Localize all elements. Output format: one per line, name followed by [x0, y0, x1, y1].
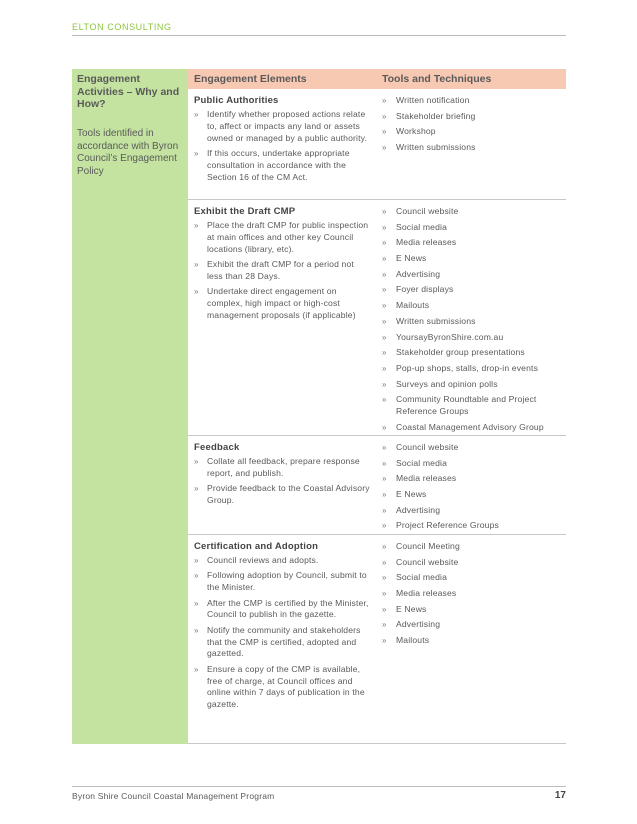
bullet-icon: »: [194, 110, 199, 119]
list-item-text: Council website: [396, 556, 459, 567]
bullet-icon: »: [382, 474, 387, 484]
bullet-icon: »: [194, 571, 199, 581]
list-item: [382, 126, 562, 138]
list-item-text: Ensure a copy of the CMP is available, free of charge, at Council offices and online within 7 days of publication in the gazette.: [207, 663, 365, 710]
bullet-icon: »: [382, 348, 387, 358]
row-title: Certification and Adoption: [194, 541, 319, 552]
list-item: [382, 222, 562, 234]
elements-cell: [194, 442, 370, 510]
bullet-icon: »: [382, 505, 387, 515]
list-item: [382, 473, 562, 485]
list-item-text: Council website: [396, 206, 459, 216]
list-item: [382, 442, 562, 454]
list-item: [382, 206, 562, 218]
bullet-icon: »: [194, 457, 199, 466]
bullet-icon: »: [194, 664, 199, 674]
bullet-icon: »: [382, 557, 387, 567]
list-item: [382, 619, 562, 631]
activities-heading: Engagement Activities – Why and How?: [77, 73, 180, 110]
list-item: [382, 379, 562, 391]
list-item: [194, 148, 370, 183]
list-item-text: Pop-up shops, stalls, drop-in events: [396, 362, 539, 373]
list-item: [194, 483, 370, 507]
bullet-icon: »: [382, 458, 387, 468]
list-item: [382, 572, 562, 584]
list-item-text: Council website: [396, 442, 459, 452]
bullet-icon: »: [382, 222, 387, 232]
company-brand: ELTON CONSULTING: [72, 22, 172, 32]
row-title: Public Authorities: [194, 95, 279, 106]
list-item: [382, 332, 562, 344]
bullet-icon: »: [382, 422, 387, 432]
list-item: [382, 347, 562, 359]
bullet-icon: »: [194, 625, 199, 635]
list-item-text: Written submissions: [396, 315, 476, 326]
list-item: [382, 588, 562, 600]
bullet-icon: »: [382, 316, 387, 326]
bullet-icon: »: [382, 521, 387, 531]
bullet-icon: »: [382, 604, 387, 614]
row-title: Exhibit the Draft CMP: [194, 206, 296, 217]
list-item-text: Media releases: [396, 237, 457, 248]
bullet-icon: »: [382, 127, 387, 137]
bullet-icon: »: [382, 620, 387, 630]
list-item: [194, 555, 370, 567]
list-item-text: Written notification: [396, 95, 470, 105]
list-item-text: Workshop: [396, 126, 436, 137]
list-item: [382, 394, 562, 418]
elements-list: [194, 555, 370, 711]
list-item-text: Community Roundtable and Project Reference Groups: [396, 394, 537, 417]
bullet-icon: »: [194, 287, 199, 297]
elements-list: [194, 456, 370, 507]
list-item: [194, 220, 370, 255]
bullet-icon: »: [382, 301, 387, 311]
list-item: [382, 284, 562, 296]
tools-cell: [382, 442, 562, 536]
bullet-icon: »: [382, 269, 387, 279]
table-row-exhibit-draft: [188, 200, 566, 436]
list-item-text: YoursayByronShire.com.au: [396, 331, 504, 342]
list-item: [382, 541, 562, 553]
list-item: [194, 598, 370, 622]
page-number: 17: [554, 790, 566, 801]
list-item: [382, 363, 562, 375]
list-item-text: After the CMP is certified by the Minister, Council to publish in the gazette.: [207, 597, 369, 620]
list-item: [382, 458, 562, 470]
list-item-text: Social media: [396, 221, 447, 232]
list-item-text: Social media: [396, 572, 447, 583]
list-item-text: Mailouts: [396, 635, 430, 646]
list-item: [382, 95, 562, 107]
list-item-text: Media releases: [396, 473, 457, 484]
bullet-icon: »: [382, 111, 387, 121]
bullet-icon: »: [382, 207, 387, 216]
table-header-row: [188, 69, 566, 89]
list-item: [382, 635, 562, 647]
activities-column: [72, 69, 188, 744]
list-item: [382, 520, 562, 532]
list-item: [382, 300, 562, 312]
tools-cell: [382, 541, 562, 651]
list-item-text: E News: [396, 603, 427, 614]
list-item-text: Written submissions: [396, 142, 476, 153]
tools-list: [382, 541, 562, 647]
bullet-icon: »: [382, 96, 387, 105]
table-row-public-authorities: [188, 89, 566, 200]
list-item-text: Stakeholder briefing: [396, 110, 476, 121]
bullet-icon: »: [382, 363, 387, 373]
list-item-text: Council reviews and adopts.: [207, 555, 319, 565]
tools-cell: [382, 206, 562, 437]
list-item: [382, 111, 562, 123]
bullet-icon: »: [382, 332, 387, 342]
list-item-text: Identify whether proposed actions relate to, affect or impacts any land or assets owned or managed by a public authority.: [207, 109, 367, 143]
list-item: [194, 286, 370, 321]
list-item: [382, 422, 562, 434]
list-item-text: Advertising: [396, 504, 441, 515]
list-item-text: Surveys and opinion polls: [396, 378, 498, 389]
list-item: [194, 664, 370, 711]
list-item-text: Place the draft CMP for public inspection at main offices and other key Council locations (library, etc).: [207, 220, 369, 254]
list-item-text: Following adoption by Council, submit to the Minister.: [207, 570, 367, 593]
list-item-text: If this occurs, undertake appropriate consultation in accordance with the Section 16 of the CM Act.: [207, 147, 350, 182]
bullet-icon: »: [194, 556, 199, 565]
list-item-text: Social media: [396, 457, 447, 468]
list-item: [194, 625, 370, 660]
tools-list: [382, 442, 562, 532]
list-item: [194, 259, 370, 283]
list-item: [194, 570, 370, 594]
bullet-icon: »: [382, 285, 387, 295]
elements-list: [194, 220, 370, 322]
policy-note: Tools identified in accordance with Byron Council’s Engagement Policy: [77, 128, 179, 177]
bullet-icon: »: [382, 238, 387, 248]
bullet-icon: »: [382, 143, 387, 153]
bullet-icon: »: [382, 395, 387, 405]
list-item-text: Media releases: [396, 588, 457, 599]
list-item: [382, 557, 562, 569]
footer-divider: [72, 786, 566, 787]
list-item-text: Foyer displays: [396, 284, 454, 295]
list-item: [382, 253, 562, 265]
row-title: Feedback: [194, 442, 240, 453]
table-row-feedback: [188, 436, 566, 535]
footer-title: Byron Shire Council Coastal Management Program: [72, 791, 275, 801]
list-item: [382, 489, 562, 501]
elements-heading: Engagement Elements: [194, 73, 307, 85]
list-item-text: Collate all feedback, prepare response report, and publish.: [207, 456, 360, 478]
list-item-text: Advertising: [396, 268, 441, 279]
tools-cell: [382, 95, 562, 158]
list-item: [382, 269, 562, 281]
list-item-text: Exhibit the draft CMP for a period not less than 28 Days.: [207, 258, 354, 281]
bullet-icon: »: [194, 221, 199, 230]
table-row-certification: [188, 535, 566, 744]
bullet-icon: »: [194, 484, 199, 494]
bullet-icon: »: [382, 542, 387, 551]
list-item-text: Undertake direct engagement on complex, high impact or high-cost management proposals (if applicable): [207, 286, 356, 320]
tools-list: [382, 95, 562, 154]
list-item: [382, 505, 562, 517]
list-item-text: E News: [396, 489, 427, 500]
elements-list: [194, 109, 370, 183]
bullet-icon: »: [382, 254, 387, 264]
list-item: [194, 109, 370, 144]
list-item-text: Provide feedback to the Coastal Advisory Group.: [207, 483, 370, 505]
bullet-icon: »: [382, 490, 387, 500]
bullet-icon: »: [382, 589, 387, 599]
list-item-text: Mailouts: [396, 300, 430, 311]
elements-cell: [194, 206, 370, 325]
list-item-text: E News: [396, 253, 427, 264]
header-divider: [72, 35, 566, 36]
list-item: [382, 142, 562, 154]
list-item-text: Coastal Management Advisory Group: [396, 421, 544, 432]
list-item-text: Project Reference Groups: [396, 520, 499, 531]
list-item: [382, 604, 562, 616]
bullet-icon: »: [194, 598, 199, 608]
list-item-text: Advertising: [396, 619, 441, 630]
list-item: [382, 316, 562, 328]
elements-cell: [194, 95, 370, 187]
bullet-icon: »: [194, 148, 199, 158]
bullet-icon: »: [382, 573, 387, 583]
list-item-text: Council Meeting: [396, 541, 460, 551]
tools-heading: Tools and Techniques: [382, 73, 492, 85]
tools-list: [382, 206, 562, 434]
bullet-icon: »: [382, 636, 387, 646]
bullet-icon: »: [382, 443, 387, 452]
bullet-icon: »: [382, 379, 387, 389]
list-item: [382, 237, 562, 249]
bullet-icon: »: [194, 259, 199, 269]
list-item-text: Stakeholder group presentations: [396, 347, 525, 358]
list-item: [194, 456, 370, 480]
elements-cell: [194, 541, 370, 715]
list-item-text: Notify the community and stakeholders that the CMP is certified, adopted and gazetted.: [207, 624, 361, 659]
